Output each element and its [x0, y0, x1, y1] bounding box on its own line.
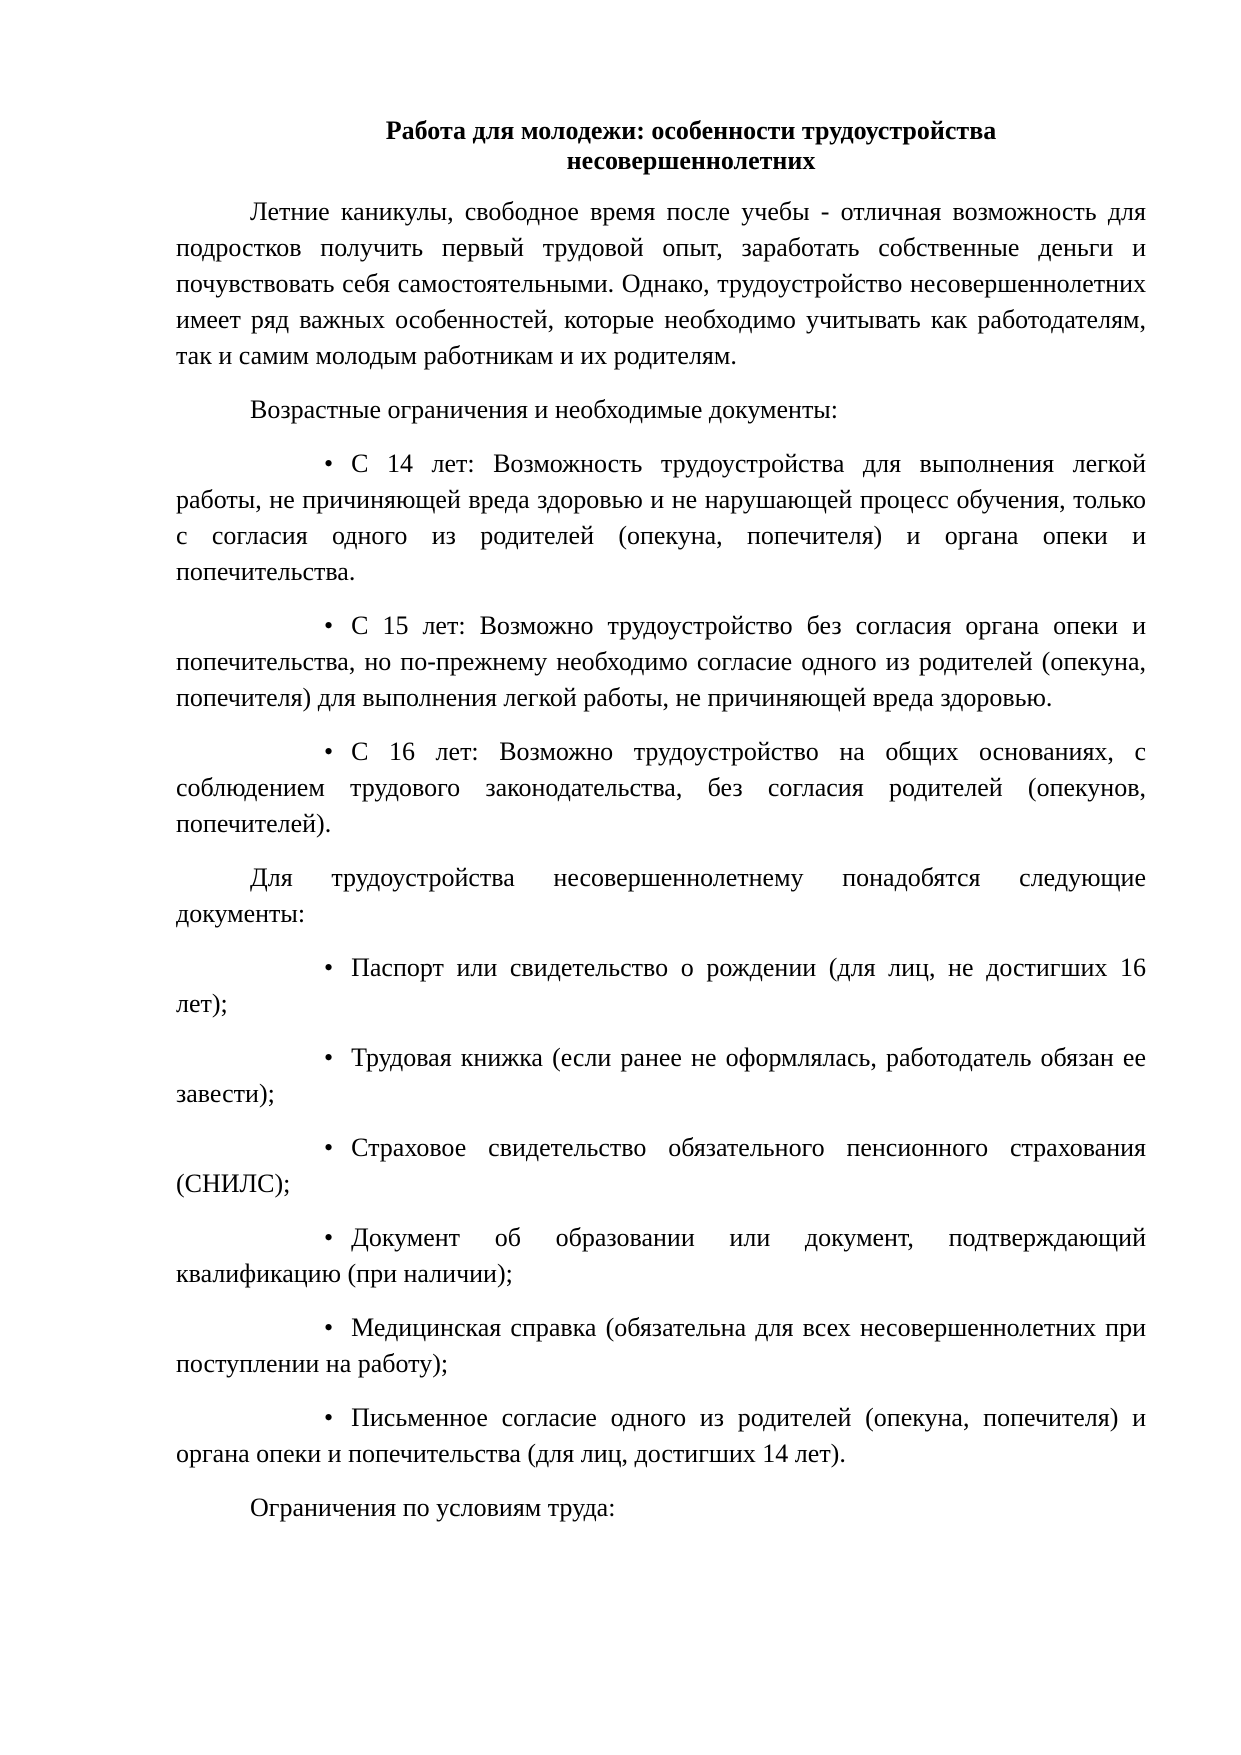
bullet-icon: • [324, 611, 334, 640]
list-item [176, 446, 1146, 590]
age-list [176, 446, 1146, 842]
list-item-text: С 14 лет: Возможность трудоустройства для выполнения легкой работы, не причиняющей вреда здоровью и не нарушающей процесс обучения, только с согласия одного из родителей (опекуна, попечителя) и органа опеки и попечительства. [176, 449, 1146, 586]
documents-list [176, 950, 1146, 1472]
list-item [176, 1220, 1146, 1292]
list-item [176, 1130, 1146, 1202]
bullet-icon: • [324, 1403, 334, 1432]
list-item [176, 734, 1146, 842]
list-item-text: С 15 лет: Возможно трудоустройство без согласия органа опеки и попечительства, но по-прежнему необходимо согласие одного из родителей (опекуна, попечителя) для выполнения легкой работы, не причиняющей вреда здоровью. [176, 611, 1146, 712]
list-item [176, 1040, 1146, 1112]
list-item [176, 1400, 1146, 1472]
list-item-text: Документ об образовании или документ, подтверждающий квалификацию (при наличии); [176, 1223, 1146, 1288]
title-line-2: несовершеннолетних [566, 146, 816, 175]
list-item-text: С 16 лет: Возможно трудоустройство на общих основаниях, с соблюдением трудового законодательства, без согласия родителей (опекунов, попечителей). [176, 737, 1146, 838]
list-item-text: Медицинская справка (обязательна для всех несовершеннолетних при поступлении на работу); [176, 1313, 1146, 1378]
bullet-icon: • [324, 449, 334, 478]
docs-heading: Для трудоустройства несовершеннолетнему понадобятся следующие документы: [176, 863, 1146, 928]
document-title [176, 116, 1146, 176]
list-item [176, 950, 1146, 1022]
title-line-1: Работа для молодежи: особенности трудоустройства [385, 116, 997, 145]
document-page [176, 116, 1146, 1526]
list-item-text: Письменное согласие одного из родителей (опекуна, попечителя) и органа опеки и попечительства (для лиц, достигших 14 лет). [176, 1403, 1146, 1468]
list-item [176, 608, 1146, 716]
bullet-icon: • [324, 1043, 334, 1072]
bullet-icon: • [324, 1313, 334, 1342]
conditions-heading: Ограничения по условиям труда: [250, 1493, 616, 1522]
list-item-text: Страховое свидетельство обязательного пенсионного страхования (СНИЛС); [176, 1133, 1146, 1198]
list-item-text: Паспорт или свидетельство о рождении (для лиц, не достигших 16 лет); [176, 953, 1146, 1018]
list-item-text: Трудовая книжка (если ранее не оформлялась, работодатель обязан ее завести); [176, 1043, 1146, 1108]
bullet-icon: • [324, 1223, 334, 1252]
bullet-icon: • [324, 737, 334, 766]
list-item [176, 1310, 1146, 1382]
bullet-icon: • [324, 953, 334, 982]
intro-paragraph: Летние каникулы, свободное время после учебы - отличная возможность для подростков получить первый трудовой опыт, заработать собственные деньги и почувствовать себя самостоятельными. Однако, трудоустройство несовершеннолетних имеет ряд важных особенностей, которые необходимо учитывать как работодателям, так и самим молодым работникам и их родителям. [176, 197, 1146, 370]
age-heading: Возрастные ограничения и необходимые документы: [250, 395, 838, 424]
bullet-icon: • [324, 1133, 334, 1162]
